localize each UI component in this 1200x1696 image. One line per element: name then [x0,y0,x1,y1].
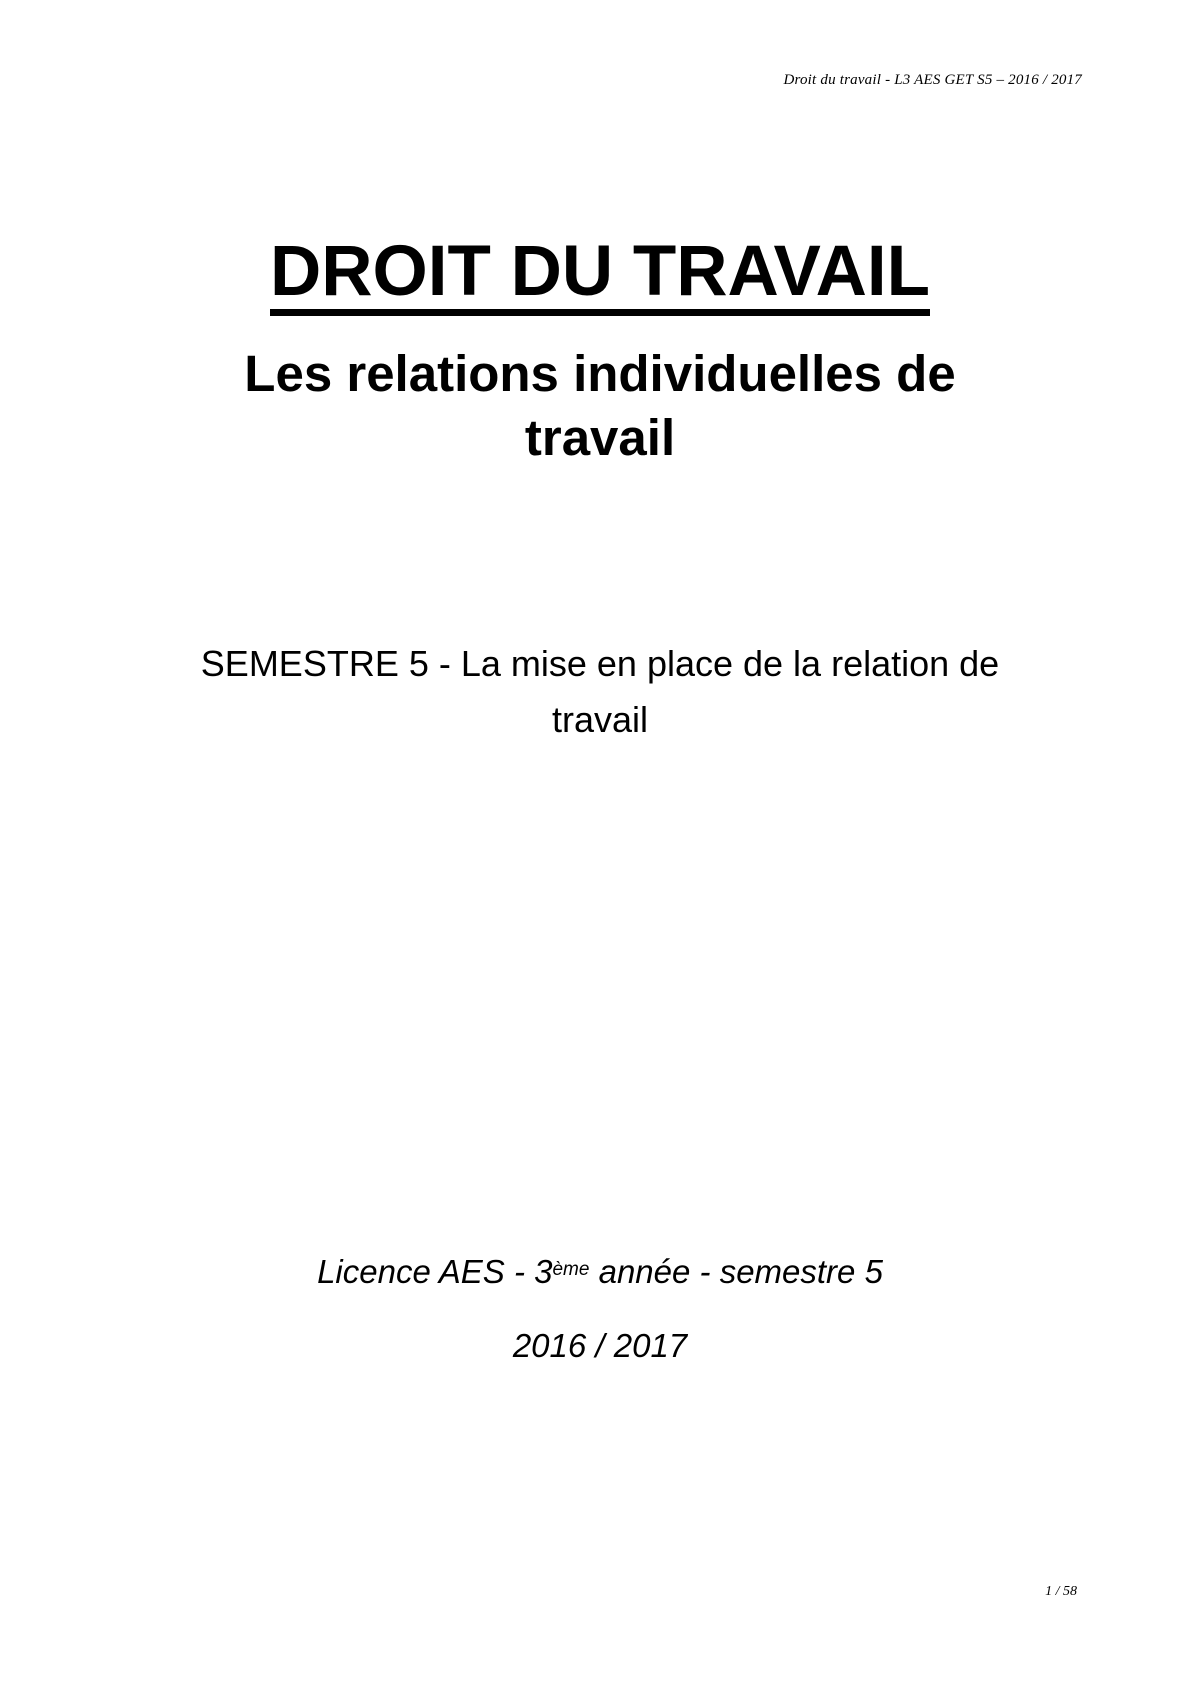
document-title [0,232,1200,316]
semester-heading [0,636,1200,748]
program-prefix: Licence AES - 3 [317,1253,553,1290]
document-title-text: DROIT DU TRAVAIL [270,236,930,316]
semester-line-1: SEMESTRE 5 - La mise en place de la relation de [200,643,1000,684]
semester-line-2: travail [551,699,649,740]
program-superscript: ème [552,1259,590,1280]
page-number: 1 / 58 [1045,1584,1077,1599]
subtitle-line-1: Les relations individuelles de [244,345,956,402]
document-subtitle [0,342,1200,470]
subtitle-line-2: travail [524,409,676,466]
running-header: Droit du travail - L3 AES GET S5 – 2016 / 2017 [783,72,1082,88]
program-line [0,1252,1200,1292]
program-suffix: année - semestre 5 [589,1253,883,1290]
academic-year: 2016 / 2017 [512,1327,688,1364]
